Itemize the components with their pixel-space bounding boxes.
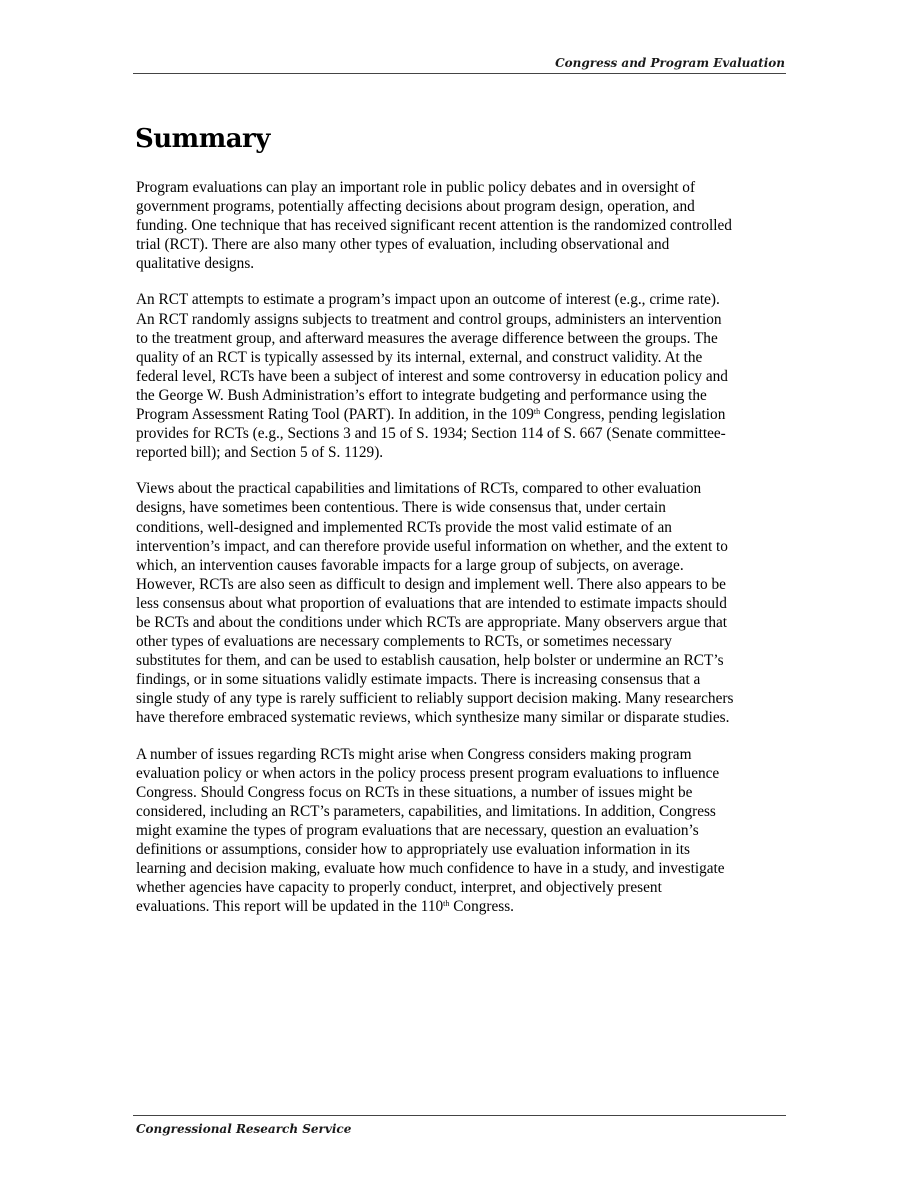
text-line: substitutes for them, and can be used to establish causation, help bolster or undermine an RCT’s — [136, 652, 724, 670]
text-line: have therefore embraced systematic reviews, which synthesize many similar or disparate studies. — [136, 709, 730, 727]
text-line: reported bill); and Section 5 of S. 1129). — [136, 444, 384, 462]
text-line: Views about the practical capabilities and limitations of RCTs, compared to other evaluation — [136, 480, 702, 498]
paragraph-4 — [136, 745, 786, 917]
text-line: to the treatment group, and afterward measures the average difference between the groups. The — [136, 329, 718, 347]
paragraph-1 — [136, 178, 786, 273]
ordinal-superscript: th — [443, 899, 450, 909]
text-line: federal level, RCTs have been a subject of interest and some controversy in education policy and — [136, 367, 728, 385]
text-line: Congress. Should Congress focus on RCTs in these situations, a number of issues might be — [136, 783, 693, 801]
text-line: Program Assessment Rating Tool (PART). In addition, in the 109 — [136, 406, 534, 424]
ordinal-superscript: th — [533, 407, 541, 417]
header-divider — [133, 73, 786, 74]
text-line: trial (RCT). There are also many other types of evaluation, including observational and — [136, 236, 670, 254]
text-line: designs, have sometimes been contentious. There is wide consensus that, under certain — [136, 499, 666, 517]
text-line: considered, including an RCT’s parameters, capabilities, and limitations. In addition, Congress — [136, 802, 716, 820]
text-line: definitions or assumptions, consider how to appropriately use evaluation information in its — [136, 841, 690, 858]
text-line: An RCT attempts to estimate a program’s impact upon an outcome of interest (e.g., crime rate). — [136, 291, 720, 309]
text-line: findings, or in some situations validly estimate impacts. There is increasing consensus that a — [136, 671, 701, 689]
text-line: However, RCTs are also seen as difficult to design and implement well. There also appears to be — [136, 575, 726, 593]
text-line: less consensus about what proportion of evaluations that are intended to estimate impacts should — [136, 594, 727, 612]
text-line: evaluations. This report will be updated in the 110 — [136, 898, 444, 916]
text-line: might examine the types of program evaluations that are necessary, question an evaluation’s — [136, 821, 699, 839]
text-line: intervention’s impact, and can therefore provide useful information on whether, and the extent to — [136, 537, 728, 555]
text-line: funding. One technique that has received significant recent attention is the randomized controlled — [136, 217, 732, 235]
summary-body — [136, 178, 786, 933]
paragraph-2 — [136, 290, 786, 462]
text-line: whether agencies have capacity to properly conduct, interpret, and objectively present — [136, 879, 662, 897]
running-header-title: Congress and Program Evaluation — [555, 56, 785, 70]
text-line: An RCT randomly assigns subjects to treatment and control groups, administers an intervention — [136, 310, 722, 328]
text-line: Program evaluations can play an important role in public policy debates and in oversight of — [136, 179, 696, 196]
text-line: Congress, pending legislation — [540, 406, 726, 424]
text-line: government programs, potentially affecting decisions about program design, operation, and — [136, 198, 695, 216]
section-heading: Summary — [135, 124, 270, 154]
text-line: be RCTs and about the conditions under which RCTs are appropriate. Many observers argue that — [136, 613, 728, 631]
text-line: learning and decision making, evaluate how much confidence to have in a study, and investigate — [136, 860, 725, 878]
footer-divider — [133, 1115, 786, 1116]
text-line: conditions, well-designed and implemented RCTs provide the most valid estimate of an — [136, 518, 672, 536]
text-line: other types of evaluations are necessary complements to RCTs, or sometimes necessary — [136, 633, 672, 651]
text-line: single study of any type is rarely sufficient to reliably support decision making. Many researchers — [136, 690, 734, 708]
text-line: evaluation policy or when actors in the policy process present program evaluations to influence — [136, 764, 720, 782]
text-line: Congress. — [449, 898, 514, 916]
text-line: which, an intervention causes favorable impacts for a large group of subjects, on average. — [136, 556, 684, 574]
text-line: quality of an RCT is typically assessed by its internal, external, and construct validity. At the — [136, 348, 703, 366]
text-line: provides for RCTs (e.g., Sections 3 and 15 of S. 1934; Section 114 of S. 667 (Senate committee- — [136, 425, 726, 443]
text-line: the George W. Bush Administration’s effort to integrate budgeting and performance using the — [136, 386, 707, 404]
text-line: qualitative designs. — [136, 255, 255, 273]
footer-organization: Congressional Research Service — [136, 1122, 352, 1136]
paragraph-3 — [136, 479, 786, 727]
text-line: A number of issues regarding RCTs might arise when Congress considers making program — [136, 745, 692, 763]
